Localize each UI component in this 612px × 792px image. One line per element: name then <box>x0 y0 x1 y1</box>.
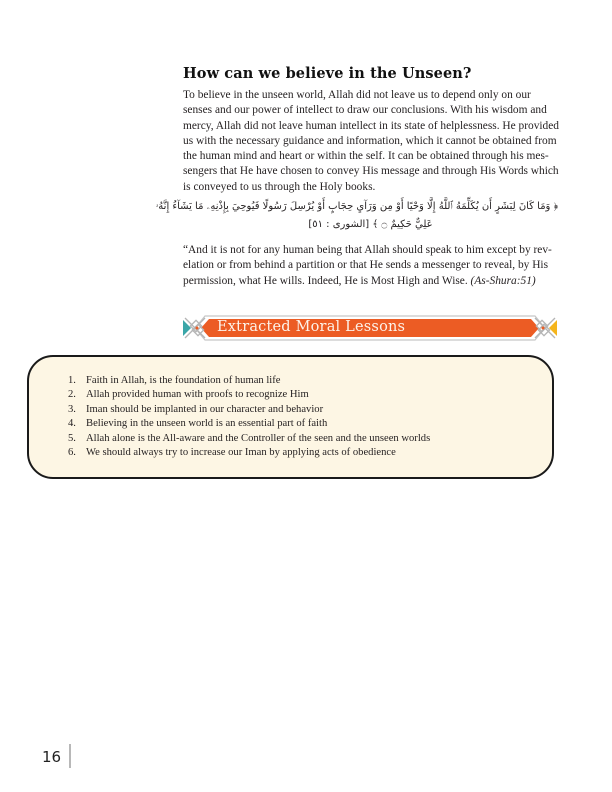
moral-lessons-banner <box>183 314 557 342</box>
lesson-text: Allah provided human with proofs to recognize Him <box>86 389 309 401</box>
lesson-text: Believing in the unseen world is an essential part of faith <box>86 418 328 430</box>
lesson-number: 3. <box>68 403 76 415</box>
lesson-number: 1. <box>68 375 76 386</box>
translation-line <box>183 274 563 289</box>
lesson-text: Faith in Allah, is the foundation of human life <box>86 375 281 386</box>
lesson-item <box>68 374 430 388</box>
banner-title: Extracted Moral Lessons <box>217 319 406 335</box>
paragraph-line: To believe in the unseen world, Allah did not leave us to depend only on our <box>183 89 531 101</box>
paragraph-line: senses and our power of intellect to draw our conclusions. With his wisdom and <box>183 104 547 117</box>
paragraph-line: is conveyed to us through the Holy books. <box>183 180 376 193</box>
moral-lessons-list <box>68 374 430 460</box>
page-number: 16 <box>42 748 62 766</box>
translation-line: “And it is not for any human being that Allah should speak to him except by rev- <box>183 244 552 256</box>
section-heading: How can we believe in the Unseen? <box>183 65 472 83</box>
lesson-text: We should always try to increase our Iman by applying acts of obedience <box>86 447 396 459</box>
moral-lessons-box <box>27 355 554 479</box>
paragraph-line: us with the necessary guidance and information, which it cannot be obtained from <box>183 134 557 147</box>
paragraph-line: sengers that He have chosen to convey His message and through His Words which <box>183 165 559 178</box>
arabic-verse <box>155 198 558 234</box>
paragraph-line: mercy, Allah did not leave human intellect in its state of helplessness. He provided <box>183 119 560 132</box>
lesson-number: 6. <box>68 447 76 459</box>
intro-paragraph <box>183 88 563 195</box>
lesson-text: Allah alone is the All-aware and the Controller of the seen and the unseen worlds <box>86 432 431 444</box>
translation-line: elation or from behind a partition or that He sends a messenger to reveal, by His <box>183 259 549 272</box>
verse-reference: (As-Shura:51) <box>470 274 536 287</box>
paragraph-line: the human mind and heart or within the self. It can be obtained through his mes- <box>183 150 549 163</box>
page-number-divider <box>69 744 71 768</box>
arabic-verse-line: ﴿ وَمَا كَانَ لِبَشَرٍ أَن يُكَلِّمَهُ ٱللَّهُ إِلَّا وَحْيًا أَوْ مِن وَرَآيِ حِجَابٍ أَوْ يُرْسِلَ رَسُولًا فَيُوحِيَ بِإِذْنِهِۦ مَا يَشَآءُ إِنَّهُۥ <box>155 201 558 212</box>
verse-translation <box>183 243 563 289</box>
lesson-item <box>68 388 430 402</box>
lesson-item <box>68 403 430 417</box>
lesson-item <box>68 432 430 446</box>
lesson-number: 2. <box>68 389 76 401</box>
lesson-number: 4. <box>68 418 76 430</box>
lesson-text: Iman should be implanted in our character and behavior <box>86 403 324 415</box>
translation-text: permission, what He wills. Indeed, He is Most High and Wise. <box>183 274 471 287</box>
lesson-item <box>68 417 430 431</box>
lesson-number: 5. <box>68 432 76 444</box>
arabic-verse-line: عَلِيٌّ حَكِيمٌ ۝ ﴾ [الشورى : ٥١] <box>308 219 433 230</box>
lesson-item <box>68 446 430 460</box>
